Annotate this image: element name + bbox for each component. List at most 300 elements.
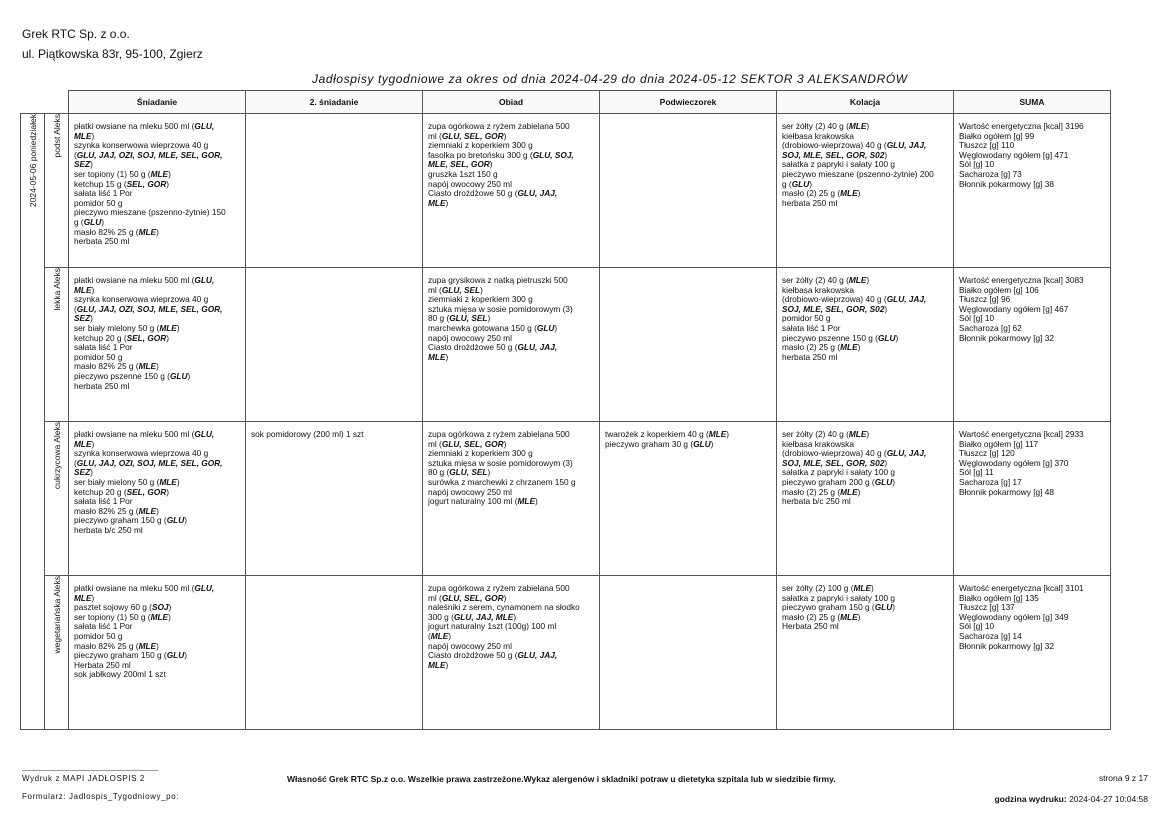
nutrition-line: Węglowodany ogółem [g] 370 (959, 457, 1069, 468)
food-text-end: ) (866, 121, 870, 131)
allergens: GLU, SEL, GOR (441, 592, 504, 603)
allergens: MLE (840, 486, 858, 497)
food-text-end: ) (726, 429, 730, 439)
food-line (74, 122, 240, 132)
food-line (74, 237, 240, 247)
food-text: (drobiowo-wieprzowa) 40 g ( (782, 448, 887, 459)
food-text: (drobiowo-wieprzowa) 40 g ( (782, 294, 887, 305)
food-text: ml ( (428, 130, 442, 141)
food-text: masło (2) 25 g ( (782, 342, 841, 353)
food-text-end: ) (857, 486, 861, 497)
allergens: MLE (840, 188, 858, 199)
allergens: GLU, JAJ, (517, 650, 558, 661)
food-text: ziemniaki z koperkiem 300 g (428, 448, 533, 459)
food-text-end: ) (857, 188, 861, 199)
allergens: MLE (74, 592, 92, 603)
food-text: sztuka mięsa w sosie pomidorowym (3) (428, 303, 573, 314)
footer-rule (22, 770, 158, 771)
food-text: pieczywo mieszane (pszenno-żytnie) 200 (782, 168, 934, 179)
allergens: MLE (74, 284, 92, 295)
nutrition-line: Sól [g] 11 (959, 467, 994, 478)
allergens: GLU, (194, 121, 215, 131)
date-cell (21, 114, 45, 730)
food-line (74, 305, 240, 315)
food-text: ketchup 15 g ( (74, 178, 127, 189)
allergens: SEZ (74, 159, 91, 170)
food-text-end: ) (187, 370, 191, 381)
food-line (782, 622, 948, 632)
nutrition-line: Sacharoza [g] 73 (959, 168, 1022, 179)
col-suma: SUMA (954, 91, 1111, 114)
nutrition-line: Sól [g] 10 (959, 159, 995, 170)
food-text: herbata b/c 250 ml (782, 496, 851, 507)
allergens: GLU (874, 602, 893, 613)
food-text-end: ) (101, 216, 104, 227)
food-text: Herbata 250 ml (782, 621, 839, 632)
diet-cell (45, 268, 69, 422)
food-text: jogurt naturalny 1szt (100g) 100 ml (428, 621, 557, 632)
food-text: ser żółty (2) 40 g ( (782, 121, 849, 131)
food-text: sałatka z papryki i sałaty 100 g (782, 159, 895, 170)
allergens: SEL, GOR (126, 332, 167, 343)
nutrition-line: Tłuszcz [g] 137 (959, 602, 1015, 613)
nutrition-line: Białko ogółem [g] 106 (959, 284, 1039, 295)
food-text: fasolka po bretońsku 300 g ( (428, 149, 533, 160)
food-text-end: ) (168, 168, 171, 179)
food-text-end: ) (892, 602, 895, 613)
food-text: herbata 250 ml (782, 351, 838, 362)
food-text: herbata 250 ml (782, 197, 838, 208)
allergens: MLE (138, 640, 157, 651)
food-text-end: ) (892, 476, 895, 487)
food-text: kiełbasa krakowska (782, 130, 854, 141)
allergens: MLE, SEL, GOR (428, 159, 490, 170)
allergens: SOJ, MLE, SEL, GOR, S02 (782, 149, 885, 160)
food-line (74, 276, 240, 286)
diet-label: lekka Aleks (51, 268, 62, 311)
food-text: ml ( (428, 592, 442, 603)
allergens: MLE (138, 361, 157, 372)
allergens: GLU (693, 438, 711, 449)
food-text: masło (2) 25 g ( (782, 611, 841, 622)
suma-cell (954, 268, 1111, 422)
food-text-end: ) (884, 149, 888, 160)
food-text: pieczywo graham 200 g ( (782, 476, 875, 487)
diet-cell (45, 422, 69, 576)
food-text: twarożek z koperkiem 40 g ( (605, 429, 709, 439)
diet-label: podst Aleks (51, 114, 62, 158)
allergens: MLE (848, 275, 867, 285)
nutrition-line: Sacharoza [g] 62 (959, 322, 1022, 333)
food-text: pieczywo graham 150 g ( (74, 515, 167, 526)
meal-cell-kolacja (777, 576, 954, 730)
food-text: szynka konserwowa wieprzowa 40 g (74, 140, 209, 151)
food-text: płatki owsiane na mleku 500 ml ( (74, 583, 195, 593)
meal-cell-drugie (246, 268, 423, 422)
company-address: ul. Piątkowska 83r, 95-100, Zgierz (22, 47, 203, 61)
food-text: ser biały mielony 50 g ( (74, 476, 160, 487)
food-text: pieczywo graham 150 g ( (74, 650, 167, 661)
allergens: GLU, JAJ, OZI, SOJ, MLE, SEL, GOR, (76, 149, 223, 160)
allergens: GLU, JAJ, (886, 294, 927, 305)
food-text-end: ) (166, 178, 170, 189)
printout-label: Wydruk z MAPI JADŁOSPIS 2 (22, 774, 145, 783)
food-text-end: ) (895, 332, 899, 343)
food-text: pomidor 50 g (74, 197, 123, 208)
food-line (74, 670, 240, 680)
nutrition-line: Węglowodany ogółem [g] 467 (959, 303, 1069, 314)
allergens: GLU, SEL (441, 284, 481, 295)
food-line (428, 343, 594, 353)
meal-cell-drugie (246, 422, 423, 576)
allergens: MLE (430, 630, 449, 641)
food-text: sałata liść 1 Por (74, 496, 133, 507)
allergens: MLE (159, 322, 177, 333)
nutrition-line: Białko ogółem [g] 117 (959, 438, 1039, 449)
allergens: MLE (138, 505, 157, 516)
food-text: g ( (782, 178, 792, 189)
meal-cell-obiad (423, 114, 600, 268)
meal-cell-podwieczorek (600, 114, 777, 268)
nutrition-line: Błonnik pokarmowy [g] 38 (959, 178, 1055, 189)
meal-cell-sniadanie (69, 422, 246, 576)
allergens: GLU (536, 322, 555, 333)
food-text: masło 82% 25 g ( (74, 640, 139, 651)
food-line (251, 430, 417, 440)
food-text: napój owocowy 250 ml (428, 332, 512, 343)
food-line (428, 497, 594, 507)
food-text-end: ) (534, 496, 538, 507)
food-text: zupa ogórkowa z ryżem zabielana 500 (428, 583, 570, 593)
food-text: pasztet sojowy 60 g ( (74, 602, 152, 613)
food-text: płatki owsiane na mleku 500 ml ( (74, 275, 195, 285)
food-text: jogurt naturalny 100 ml ( (428, 496, 518, 507)
food-text-end: ) (156, 640, 159, 651)
col-podwieczorek: Podwieczorek (600, 91, 777, 114)
food-text: pieczywo pszenne 150 g ( (782, 332, 878, 343)
food-text: masło 82% 25 g ( (74, 226, 139, 237)
footer-left (22, 770, 179, 806)
suma-cell (954, 422, 1111, 576)
food-text-end: ) (156, 226, 159, 237)
food-text: szynka konserwowa wieprzowa 40 g (74, 448, 209, 459)
food-text: sałata liść 1 Por (782, 322, 841, 333)
food-text-end: ) (710, 438, 714, 449)
food-text: herbata 250 ml (74, 380, 130, 391)
food-text: ser żółty (2) 40 g ( (782, 275, 849, 285)
food-line (428, 353, 594, 363)
food-text: Ciasto drożdżowe 50 g ( (428, 650, 518, 661)
food-text-end: ) (445, 197, 449, 208)
nutrition-line: Błonnik pokarmowy [g] 32 (959, 332, 1055, 343)
food-line (428, 661, 594, 671)
allergens: GLU (169, 370, 188, 381)
ownership-note: Własność Grek RTC Sp.z o.o. Wszelkie prawa zastrzeżone.Wykaz alergenów i skladniki potraw u dietetyka szpitala lub w siedzibie firmy. (287, 774, 836, 784)
food-text: masło (2) 25 g ( (782, 188, 841, 199)
food-text: sałatka z papryki i sałaty 100 g (782, 592, 895, 603)
food-text-end: ) (166, 332, 170, 343)
food-text: ( (74, 149, 77, 160)
food-text-end: ) (871, 583, 874, 593)
allergens: SEZ (74, 467, 91, 478)
food-text-end: ) (503, 592, 507, 603)
food-text: ser topiony (1) 50 g ( (74, 611, 151, 622)
food-text: 80 g ( (428, 313, 450, 324)
col-drugie-sniadanie: 2. śniadanie (246, 91, 423, 114)
meal-cell-podwieczorek (600, 268, 777, 422)
food-text: płatki owsiane na mleku 500 ml ( (74, 121, 195, 131)
company-name: Grek RTC Sp. z o.o. (22, 27, 130, 41)
food-text: masło (2) 25 g ( (782, 486, 841, 497)
meal-cell-kolacja (777, 268, 954, 422)
food-text: marchewka gotowana 150 g ( (428, 322, 537, 333)
allergens: MLE (853, 583, 871, 593)
food-text: ser żółty (2) 40 g ( (782, 429, 849, 439)
food-text-end: ) (90, 313, 93, 324)
allergens: MLE (840, 342, 858, 353)
food-text: pieczywo pszenne 150 g ( (74, 370, 170, 381)
food-line (428, 189, 594, 199)
allergens: MLE (428, 659, 446, 670)
food-text: kiełbasa krakowska (782, 438, 854, 449)
food-text-end: ) (91, 592, 95, 603)
diet-cell (45, 576, 69, 730)
suma-cell (954, 576, 1111, 730)
allergens: MLE (159, 476, 177, 487)
allergens: GLU, SEL, GOR (441, 438, 504, 449)
nutrition-line: Węglowodany ogółem [g] 349 (959, 611, 1069, 622)
diet-row (21, 268, 1111, 422)
food-text: pomidor 50 g (74, 630, 123, 641)
food-line (74, 526, 240, 536)
food-text-end: ) (184, 515, 187, 526)
food-text-end: ) (156, 505, 159, 516)
food-text-end: ) (91, 438, 95, 449)
allergens: GLU, JAJ, OZI, SOJ, MLE, SEL, GOR, (76, 303, 223, 314)
header-row (21, 91, 1111, 114)
meal-cell-podwieczorek (600, 576, 777, 730)
food-text: ( (74, 457, 77, 468)
food-text: zupa grysikowa z natką pietruszki 500 (428, 275, 568, 285)
allergens: MLE (848, 429, 867, 439)
meal-cell-drugie (246, 576, 423, 730)
food-text: (drobiowo-wieprzowa) 40 g ( (782, 140, 887, 151)
food-text-end: ) (168, 602, 172, 613)
document-title: Jadłospisy tygodniowe za okres od dnia 2024-04-29 do dnia 2024-05-12 SEKTOR 3 ALEKSANDRÓW (312, 72, 908, 86)
allergens: SOJ (151, 602, 169, 613)
food-text-end: ) (554, 322, 558, 333)
food-text-end: ) (480, 284, 483, 295)
date-label: 2024-05-06 poniedziałek (27, 114, 38, 208)
nutrition-line: Wartość energetyczna [kcal] 2933 (959, 429, 1084, 439)
allergens: GLU, SEL (449, 467, 488, 478)
allergens: GLU, SOJ, (532, 149, 574, 160)
food-text: szynka konserwowa wieprzowa 40 g (74, 294, 209, 305)
food-text: ml ( (428, 284, 442, 295)
food-text-end: ) (884, 457, 888, 468)
allergens: GLU, (194, 429, 215, 439)
blank-header (21, 91, 45, 114)
allergens: SEL, GOR (126, 486, 167, 497)
allergens: GLU (83, 216, 102, 227)
food-text-end: ) (176, 476, 180, 487)
allergens: GLU (166, 650, 185, 661)
col-kolacja: Kolacja (777, 91, 954, 114)
food-text-end: ) (445, 351, 449, 362)
meal-cell-kolacja (777, 114, 954, 268)
food-text-end: ) (448, 630, 452, 641)
food-text-end: ) (487, 313, 491, 324)
allergens: GLU, JAJ, (886, 448, 927, 459)
nutrition-line: Wartość energetyczna [kcal] 3101 (959, 583, 1084, 593)
food-text: sałata liść 1 Por (74, 621, 133, 632)
nutrition-line: Sacharoza [g] 14 (959, 630, 1022, 641)
food-text: zupa ogórkowa z ryżem zabielana 500 (428, 429, 570, 439)
food-text: napój owocowy 250 ml (428, 486, 512, 497)
food-text: pieczywo graham 30 g ( (605, 438, 694, 449)
allergens: GLU, JAJ, (886, 140, 927, 151)
food-text: ziemniaki z koperkiem 300 g (428, 140, 533, 151)
print-time-value: 2024-04-27 10:04:58 (1069, 794, 1148, 804)
allergens: MLE (428, 351, 446, 362)
food-text-end: ) (857, 611, 861, 622)
food-line (428, 622, 594, 632)
food-line (74, 382, 240, 392)
allergens: MLE (138, 226, 157, 237)
food-text: gruszka 1szt 150 g (428, 168, 498, 179)
allergens: MLE (150, 168, 169, 179)
food-text: Ciasto drożdżowe 50 g ( (428, 188, 518, 199)
food-text-end: ) (445, 659, 449, 670)
food-text: Ciasto drożdżowe 50 g ( (428, 342, 518, 353)
food-text: g ( (74, 216, 84, 227)
col-obiad: Obiad (423, 91, 600, 114)
food-line (428, 199, 594, 209)
suma-cell (954, 114, 1111, 268)
allergens: GLU (877, 332, 896, 343)
food-text-end: ) (513, 611, 517, 622)
nutrition-line: Tłuszcz [g] 96 (959, 294, 1011, 305)
food-text: pieczywo mieszane (pszenno-żytnie) 150 (74, 207, 226, 218)
allergens: GLU, (194, 275, 215, 285)
food-line (74, 430, 240, 440)
nutrition-line: Sól [g] 10 (959, 313, 995, 324)
food-text: masło 82% 25 g ( (74, 361, 139, 372)
food-text: zupa ogórkowa z ryżem zabielana 500 (428, 121, 570, 131)
form-label: Formularz: Jadlospis_Tygodniowy_po: (22, 792, 180, 801)
nutrition-line: Błonnik pokarmowy [g] 48 (959, 486, 1055, 497)
food-line (605, 440, 771, 450)
allergens: MLE (848, 121, 867, 131)
food-text-end: ) (166, 486, 170, 497)
food-text: ketchup 20 g ( (74, 486, 127, 497)
allergens: GLU, JAJ, (517, 188, 558, 199)
diet-row (21, 422, 1111, 576)
food-text-end: ) (857, 342, 861, 353)
food-text: pomidor 50 g (74, 351, 123, 362)
food-text: ( (74, 303, 77, 314)
allergens: MLE (74, 438, 92, 449)
food-text-end: ) (503, 130, 507, 141)
allergens: GLU, JAJ, MLE (453, 611, 514, 622)
meal-cell-sniadanie (69, 576, 246, 730)
nutrition-line: Sacharoza [g] 17 (959, 476, 1022, 487)
page-number: strona 9 z 17 (1098, 773, 1148, 783)
food-text: napój owocowy 250 ml (428, 178, 512, 189)
food-text-end: ) (91, 284, 95, 295)
allergens: SOJ, MLE, SEL, GOR, S02 (782, 303, 885, 314)
food-text-end: ) (91, 130, 95, 141)
food-text-end: ) (489, 159, 493, 170)
allergens: SEL, GOR (126, 178, 167, 189)
food-text: ser topiony (1) 50 g ( (74, 168, 151, 179)
food-text: sałatka z papryki i sałaty 100 g (782, 467, 895, 478)
food-text: ml ( (428, 438, 442, 449)
food-line (74, 459, 240, 469)
food-text: naleśniki z serem, cynamonem na słodko (428, 602, 580, 613)
food-text-end: ) (156, 361, 159, 372)
food-text-end: ) (809, 178, 812, 189)
nutrition-line: Tłuszcz [g] 120 (959, 448, 1015, 459)
food-text: napój owocowy 250 ml (428, 640, 512, 651)
allergens: GLU (166, 515, 185, 526)
allergens: MLE (840, 611, 858, 622)
col-sniadanie: Śniadanie (69, 91, 246, 114)
food-text: sałata liść 1 Por (74, 188, 133, 199)
food-line (782, 353, 948, 363)
allergens: GLU (791, 178, 810, 189)
allergens: GLU, JAJ, (517, 342, 558, 353)
diet-label: wegetariańska Aleks (51, 576, 62, 654)
food-text: ser biały mielony 50 g ( (74, 322, 160, 333)
nutrition-line: Wartość energetyczna [kcal] 3083 (959, 275, 1084, 285)
diet-row (21, 576, 1111, 730)
food-text: herbata b/c 250 ml (74, 524, 143, 535)
food-text: ser żółty (2) 100 g ( (782, 583, 854, 593)
food-text: ziemniaki z koperkiem 300 g (428, 294, 533, 305)
food-text-end: ) (866, 275, 870, 285)
allergens: GLU, SEL, GOR (441, 130, 504, 141)
allergens: SEZ (74, 313, 91, 324)
meal-cell-drugie (246, 114, 423, 268)
food-text-end: ) (503, 438, 507, 449)
nutrition-line: Wartość energetyczna [kcal] 3196 (959, 121, 1084, 131)
meal-cell-kolacja (777, 422, 954, 576)
menu-table (20, 90, 1111, 730)
blank-header (45, 91, 69, 114)
food-text: 300 g ( (428, 611, 454, 622)
meal-cell-obiad (423, 422, 600, 576)
food-text: sok pomidorowy (200 ml) 1 szt (251, 429, 364, 439)
allergens: MLE (708, 429, 727, 439)
food-text-end: ) (176, 322, 180, 333)
food-text-end: ) (184, 650, 187, 661)
allergens: MLE (428, 197, 446, 208)
allergens: MLE (517, 496, 535, 507)
food-text: sałata liść 1 Por (74, 342, 133, 353)
food-line (782, 199, 948, 209)
food-text: ketchup 20 g ( (74, 332, 127, 343)
food-line (428, 651, 594, 661)
nutrition-line: Węglowodany ogółem [g] 471 (959, 149, 1069, 160)
food-text-end: ) (487, 467, 491, 478)
food-text: płatki owsiane na mleku 500 ml ( (74, 429, 195, 439)
food-text: 80 g ( (428, 467, 450, 478)
food-line (74, 584, 240, 594)
food-line (782, 497, 948, 507)
food-text: pomidor 50 g (782, 313, 831, 324)
food-text: Herbata 250 ml (74, 659, 131, 670)
